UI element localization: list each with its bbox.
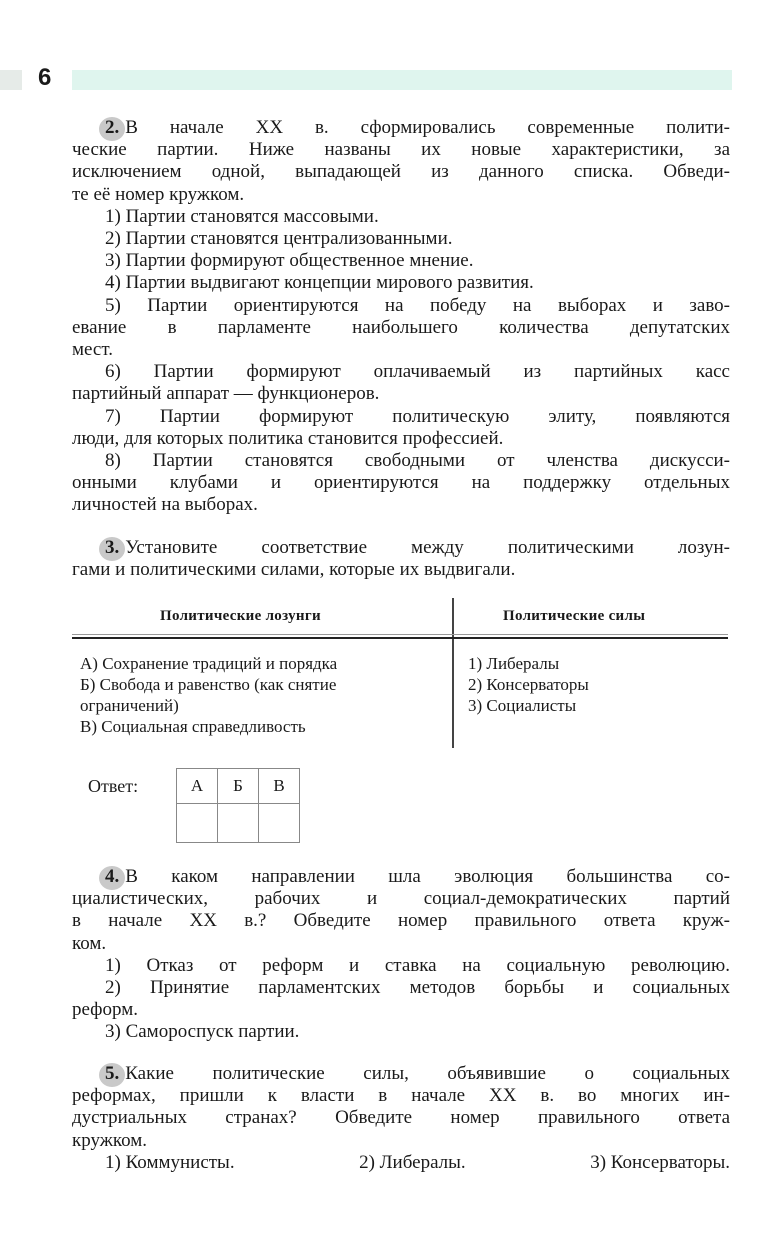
header-band: [72, 70, 732, 90]
option-item: 5) Партии ориентируются на победу на выборах и заво-: [105, 294, 730, 316]
task-number-badge: 4.: [105, 866, 120, 887]
task-line: люди, для которых политика становится профессией.: [72, 427, 504, 449]
task-line: онными клубами и ориентируются на поддержку отдельных: [72, 472, 730, 494]
force-item: 3) Социалисты: [468, 696, 577, 715]
answer-column-header: Б: [218, 769, 259, 804]
option-item: 2) Партии становятся централизованными.: [105, 228, 453, 250]
task-line: партийный аппарат — функционеров.: [72, 383, 380, 405]
page-number: 6: [38, 64, 52, 91]
option-item: 8) Партии становятся свободными от членства дискусси-: [105, 450, 730, 472]
task-5: [72, 1063, 730, 1174]
option-item: 3) Консерваторы.: [590, 1151, 730, 1173]
option-item: 4) Партии выдвигают концепции мирового развития.: [105, 272, 534, 294]
task-line: циалистических, рабочих и социал-демократических партий: [72, 888, 730, 910]
answer-cell-a[interactable]: [177, 804, 218, 843]
task-line: 3. Установите соответствие между политическими лозун-: [105, 537, 730, 558]
task-2: [72, 117, 730, 517]
task-number-badge: 3.: [105, 537, 120, 558]
task-line: ком.: [72, 932, 107, 954]
option-item: 1) Партии становятся массовыми.: [105, 205, 379, 227]
answer-label: Ответ:: [88, 776, 139, 796]
answer-column-header: А: [177, 769, 218, 804]
slogan-item: Б) Свобода и равенство (как снятие: [80, 675, 337, 694]
options-row: [72, 1152, 730, 1174]
answer-cell-c[interactable]: [259, 804, 300, 843]
option-item: 2) Принятие парламентских методов борьбы и социальных: [105, 977, 730, 999]
task-line: дустриальных странах? Обведите номер правильного ответа: [72, 1107, 730, 1129]
table-rule: [72, 637, 728, 639]
force-item: 2) Консерваторы: [468, 675, 589, 694]
option-item: 6) Партии формируют оплачиваемый из партийных касс: [105, 361, 730, 383]
task-4: [72, 866, 730, 1044]
table-header-slogans: Политические лозунги: [160, 608, 321, 624]
force-item: 1) Либералы: [468, 654, 560, 673]
task-line: 4. В каком направлении шла эволюция большинства со-: [105, 866, 730, 887]
table-header-forces: Политические силы: [503, 608, 646, 624]
task-line: 2. В начале XX в. сформировались современные полити-: [105, 117, 730, 138]
answer-table: [176, 768, 300, 843]
option-item: 1) Коммунисты.: [105, 1151, 235, 1173]
task-number-badge: 2.: [105, 117, 120, 138]
task-line: ческие партии. Ниже названы их новые характеристики, за: [72, 139, 730, 161]
task-line: в начале XX в.? Обведите номер правильного ответа круж-: [72, 910, 730, 932]
slogan-item: ограничений): [80, 696, 179, 715]
task-line: кружком.: [72, 1129, 148, 1151]
task-line: мест.: [72, 339, 113, 361]
task-line: гами и политическими силами, которые их выдвигали.: [72, 559, 516, 581]
task-line: исключением одной, выпадающей из данного списка. Обведи-: [72, 161, 730, 183]
task-line: те её номер кружком.: [72, 183, 245, 205]
task-line: реформ.: [72, 999, 138, 1021]
header-band-marker: [0, 70, 22, 90]
option-item: 7) Партии формируют политическую элиту, появляются: [105, 405, 730, 427]
task-line: 5. Какие политические силы, объявившие о социальных: [105, 1063, 730, 1084]
answer-cell-b[interactable]: [218, 804, 259, 843]
slogan-item: А) Сохранение традиций и порядка: [80, 654, 338, 673]
option-item: 1) Отказ от реформ и ставка на социальную революцию.: [105, 954, 730, 976]
option-item: 3) Самороспуск партии.: [105, 1021, 300, 1043]
option-item: 3) Партии формируют общественное мнение.: [105, 250, 474, 272]
task-3: [72, 537, 730, 581]
forces-column: [468, 653, 589, 716]
task-line: евание в парламенте наибольшего количества депутатских: [72, 316, 730, 338]
table-rule: [72, 634, 728, 635]
answer-column-header: В: [259, 769, 300, 804]
table-divider: [452, 598, 454, 748]
slogan-item: В) Социальная справедливость: [80, 717, 306, 736]
task-line: реформах, пришли к власти в начале XX в. во многих ин-: [72, 1085, 730, 1107]
task-line: личностей на выборах.: [72, 494, 258, 516]
slogans-column: [80, 653, 337, 737]
task-number-badge: 5.: [105, 1063, 120, 1084]
option-item: 2) Либералы.: [359, 1151, 466, 1173]
